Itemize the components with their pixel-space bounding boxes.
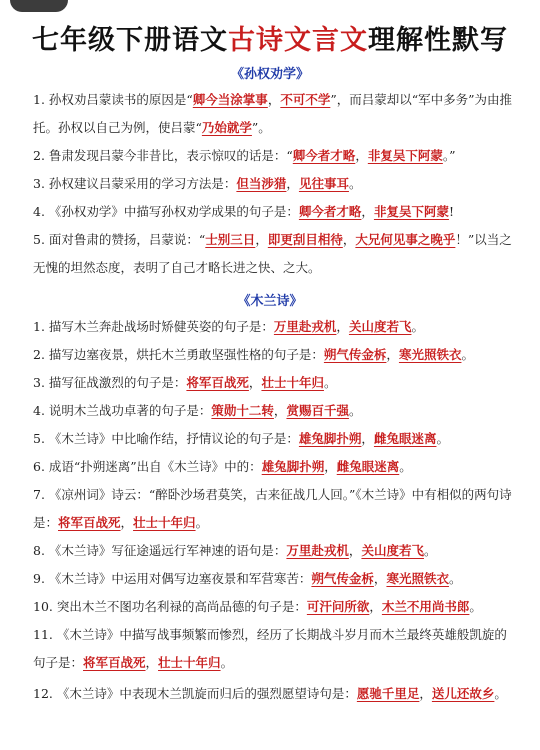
answer: 木兰不用尚书郎 (381, 599, 470, 614)
answer: 即更刮目相待 (267, 232, 343, 247)
question-item: 3. 描写征战激烈的句子是：将军百战死，壮士十年归。 (33, 375, 337, 390)
answer: 朔气传金柝 (323, 347, 387, 362)
answer: 见往事耳 (298, 176, 349, 191)
title-part: 七年级下册语文 (32, 25, 228, 56)
page-title (0, 18, 540, 57)
question-item: 9. 《木兰诗》中运用对偶写边塞夜景和军营寒苦：朔气传金柝，寒光照铁衣。 (33, 571, 462, 586)
question-item: 6. 成语“扑朔迷离”出自《木兰诗》中的：雄兔脚扑朔，雌兔眼迷离。 (33, 459, 412, 474)
question-item: 12. 《木兰诗》中表现木兰凯旋而归后的强烈愿望诗句是：愿驰千里足，送儿还故乡。 (33, 686, 507, 701)
answer: 雄兔脚扑朔 (261, 459, 325, 474)
question-item: 2. 描写边塞夜景，烘托木兰勇敢坚强性格的句子是：朔气传金柝，寒光照铁衣。 (33, 347, 474, 362)
section-title-mulan: 《木兰诗》 (237, 294, 303, 309)
answer: 寒光照铁衣 (398, 347, 462, 362)
question-item: 4. 《孙权劝学》中描写孙权劝学成果的句子是：卿今者才略，非复吴下阿蒙! (33, 204, 454, 219)
answer: 万里赴戎机 (286, 543, 349, 558)
question-item: 5. 面对鲁肃的赞扬，吕蒙说：“士别三日，即更刮目相待，大兄何见事之晚乎！”以当之无愧的坦然态度，表明了自己才略长进之快、之大。 (33, 232, 512, 275)
answer: 雌兔眼迷离 (336, 459, 400, 474)
answer: 将军百战死 (83, 655, 146, 670)
answer: 雄兔脚扑朔 (298, 431, 362, 446)
answer: 将军百战死 (186, 375, 249, 390)
answer: 愿驰千里足 (356, 686, 420, 701)
title-highlight: 古诗文言文 (228, 25, 368, 56)
question-item: 1. 孙权劝吕蒙读书的原因是“卿今当涂掌事，不可不学”，而吕蒙却以“军中多务”为由推托。孙权以自己为例，使吕蒙“乃始就学”。 (33, 92, 513, 135)
answer: 非复吴下阿蒙 (373, 204, 449, 219)
question-item: 5. 《木兰诗》中比喻作结，抒情议论的句子是：雄兔脚扑朔，雌兔眼迷离。 (33, 431, 449, 446)
answer: 不可不学 (280, 92, 331, 107)
answer: 壮士十年归 (261, 375, 324, 390)
answer: 雌兔眼迷离 (373, 431, 437, 446)
answer: 壮士十年归 (158, 655, 221, 670)
answer: 策勋十二转 (211, 403, 274, 418)
answer: 将军百战死 (58, 515, 121, 530)
answer: 壮士十年归 (133, 515, 196, 530)
question-item: 1. 描写木兰奔赴战场时矫健英姿的句子是：万里赴戎机，关山度若飞。 (33, 319, 424, 334)
answer: 非复吴下阿蒙 (367, 148, 443, 163)
answer: 乃始就学 (201, 120, 252, 135)
question-item: 2. 鲁肃发现吕蒙今非昔比，表示惊叹的话是：“卿今者才略，非复吴下阿蒙。” (33, 148, 456, 163)
answer: 寒光照铁衣 (386, 571, 449, 586)
answer: 赏赐百千强 (286, 403, 349, 418)
answer: 可汗问所欲 (306, 599, 370, 614)
answer: 但当涉猎 (236, 176, 287, 191)
answer: 送儿还故乡 (431, 686, 495, 701)
corner-tab (10, 0, 68, 12)
question-item: 10. 突出木兰不图功名利禄的高尚品德的句子是：可汗问所欲，木兰不用尚书郎。 (33, 599, 482, 614)
answer: 朔气传金柝 (311, 571, 374, 586)
question-item: 4. 说明木兰战功卓著的句子是：策勋十二转，赏赐百千强。 (33, 403, 362, 418)
question-item: 7. 《凉州词》诗云：“醉卧沙场君莫笑，古来征战几人回。”《木兰诗》中有相似的两句诗是：将军百战死，壮士十年归。 (33, 487, 512, 530)
question-item: 11. 《木兰诗》中描写战事频繁而惨烈，经历了长期战斗岁月而木兰最终英雄般凯旋的句子是：将军百战死，壮士十年归。 (33, 627, 507, 670)
answer: 大兄何见事之晚乎 (355, 232, 456, 247)
answer: 万里赴戎机 (273, 319, 337, 334)
section-title-quanxue: 《孙权劝学》 (230, 67, 309, 82)
question-item: 8. 《木兰诗》写征途遥远行军神速的语句是：万里赴戎机，关山度若飞。 (33, 543, 437, 558)
answer: 关山度若飞 (348, 319, 412, 334)
title-part: 理解性默写 (368, 25, 508, 56)
answer: 士别三日 (205, 232, 256, 247)
answer: 卿今者才略 (298, 204, 362, 219)
question-item: 3. 孙权建议吕蒙采用的学习方法是：但当涉猎，见往事耳。 (33, 176, 362, 191)
answer: 卿今当涂掌事 (192, 92, 268, 107)
answer: 卿今者才略 (292, 148, 356, 163)
answer: 关山度若飞 (361, 543, 424, 558)
